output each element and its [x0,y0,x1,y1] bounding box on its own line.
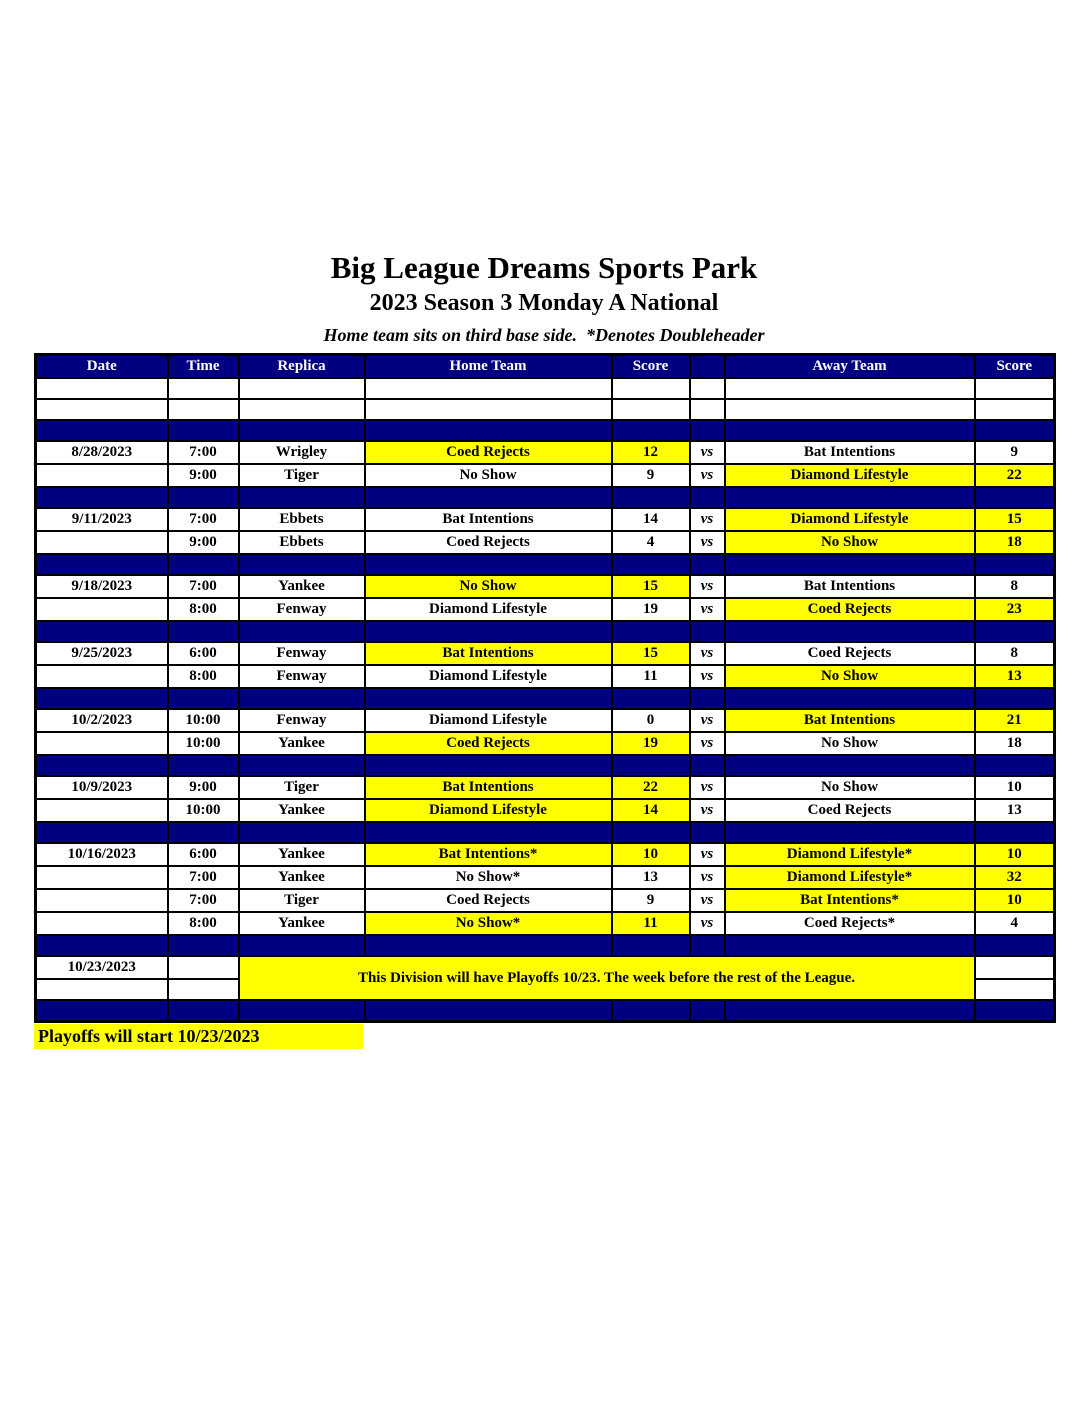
game-row [36,531,1055,554]
page-subtitle: 2023 Season 3 Monday A National [369,290,719,316]
separator-cell [975,822,1055,843]
separator-cell [168,935,239,956]
separator-cell [239,688,365,709]
separator-cell [975,688,1055,709]
separator-cell [168,1000,239,1021]
replica-cell: Yankee [239,575,365,598]
separator-cell [725,1000,975,1021]
date-cell: 10/9/2023 [36,776,168,799]
home-score-cell: 19 [612,598,690,621]
vs-cell: vs [690,799,725,822]
home-team-note: Home team sits on third base side. *Denotes Doubleheader [323,325,765,345]
separator-cell [168,554,239,575]
separator-cell [36,935,168,956]
separator-cell [975,487,1055,508]
game-row [36,665,1055,688]
game-row [36,799,1055,822]
separator-cell [612,755,690,776]
blank-row [36,378,1055,399]
separator-cell [36,621,168,642]
away-team-cell: Diamond Lifestyle [725,464,975,487]
away-team-cell: No Show [725,732,975,755]
home-team-cell: Diamond Lifestyle [365,598,612,621]
separator-cell [36,487,168,508]
blank-cell [975,399,1055,420]
page-title: Big League Dreams Sports Park [330,250,758,285]
blank-cell [690,399,725,420]
home-score-cell: 9 [612,889,690,912]
date-cell: 10/23/2023 [36,956,168,979]
home-team-cell: Coed Rejects [365,732,612,755]
separator-cell [975,420,1055,441]
vs-cell: vs [690,642,725,665]
time-cell: 9:00 [168,464,239,487]
replica-cell: Tiger [239,776,365,799]
home-team-cell: Bat Intentions [365,642,612,665]
separator-cell [725,822,975,843]
time-cell: 6:00 [168,843,239,866]
date-cell [36,866,168,889]
date-cell [36,464,168,487]
separator-cell [365,1000,612,1021]
home-team-cell: Coed Rejects [365,889,612,912]
separator-cell [365,621,612,642]
separator-cell [690,420,725,441]
vs-cell: vs [690,441,725,464]
separator-cell [975,1000,1055,1021]
separator-cell [168,487,239,508]
column-header-replica: Replica [239,355,365,379]
vs-cell: vs [690,709,725,732]
separator-cell [690,688,725,709]
separator-cell [168,420,239,441]
home-score-cell: 13 [612,866,690,889]
away-score-cell: 10 [975,776,1055,799]
separator-cell [612,822,690,843]
home-team-cell: Diamond Lifestyle [365,799,612,822]
replica-cell: Yankee [239,912,365,935]
vs-cell: vs [690,665,725,688]
separator-row [36,420,1055,441]
home-score-cell: 14 [612,799,690,822]
away-score-cell: 18 [975,531,1055,554]
separator-cell [239,1000,365,1021]
away-score-cell: 10 [975,843,1055,866]
separator-cell [725,487,975,508]
replica-cell: Fenway [239,642,365,665]
home-score-cell: 9 [612,464,690,487]
date-cell [36,912,168,935]
time-cell: 8:00 [168,665,239,688]
separator-cell [975,621,1055,642]
separator-cell [612,1000,690,1021]
time-cell: 7:00 [168,889,239,912]
date-cell [36,665,168,688]
home-score-cell: 19 [612,732,690,755]
schedule-table [34,353,1056,1023]
separator-cell [239,935,365,956]
home-score-cell: 4 [612,531,690,554]
blank-cell [725,399,975,420]
blank-cell [725,378,975,399]
date-cell [36,598,168,621]
separator-cell [36,1000,168,1021]
separator-cell [690,554,725,575]
away-score-cell: 10 [975,889,1055,912]
separator-cell [690,935,725,956]
away-team-cell: Diamond Lifestyle* [725,843,975,866]
vs-cell: vs [690,531,725,554]
away-score-cell: 13 [975,799,1055,822]
home-score-cell: 14 [612,508,690,531]
home-team-cell: Bat Intentions [365,776,612,799]
away-team-cell: Bat Intentions [725,709,975,732]
away-score-cell [975,979,1055,1000]
separator-cell [975,935,1055,956]
blank-cell [612,399,690,420]
date-cell: 9/18/2023 [36,575,168,598]
separator-cell [168,621,239,642]
header-row [36,355,1055,379]
separator-cell [725,554,975,575]
replica-cell: Ebbets [239,531,365,554]
separator-cell [612,621,690,642]
time-cell: 8:00 [168,598,239,621]
away-team-cell: Bat Intentions* [725,889,975,912]
away-team-cell: No Show [725,665,975,688]
away-score-cell: 4 [975,912,1055,935]
separator-row [36,935,1055,956]
away-score-cell [975,956,1055,979]
game-row [36,843,1055,866]
blank-cell [239,399,365,420]
game-row [36,866,1055,889]
blank-row [36,399,1055,420]
vs-cell: vs [690,598,725,621]
time-cell: 7:00 [168,508,239,531]
date-cell: 10/16/2023 [36,843,168,866]
time-cell: 9:00 [168,531,239,554]
separator-row [36,688,1055,709]
away-team-cell: Diamond Lifestyle* [725,866,975,889]
separator-cell [725,621,975,642]
separator-row [36,1000,1055,1021]
away-score-cell: 18 [975,732,1055,755]
vs-cell: vs [690,889,725,912]
separator-cell [36,420,168,441]
replica-cell: Fenway [239,709,365,732]
separator-cell [365,688,612,709]
column-header-score: Score [975,355,1055,379]
away-team-cell: Bat Intentions [725,575,975,598]
home-team-cell: Diamond Lifestyle [365,709,612,732]
separator-row [36,621,1055,642]
game-row [36,598,1055,621]
time-cell: 9:00 [168,776,239,799]
separator-row [36,822,1055,843]
game-row [36,642,1055,665]
away-team-cell: No Show [725,776,975,799]
game-row [36,464,1055,487]
separator-cell [612,420,690,441]
home-score-cell: 11 [612,912,690,935]
away-score-cell: 8 [975,642,1055,665]
separator-cell [239,621,365,642]
separator-cell [239,822,365,843]
home-team-cell: No Show [365,464,612,487]
date-cell [36,531,168,554]
game-row [36,575,1055,598]
vs-cell: vs [690,912,725,935]
separator-cell [612,554,690,575]
separator-cell [36,755,168,776]
vs-cell: vs [690,843,725,866]
replica-cell: Tiger [239,889,365,912]
replica-cell: Yankee [239,732,365,755]
away-score-cell: 15 [975,508,1055,531]
date-cell: 8/28/2023 [36,441,168,464]
away-team-cell: Coed Rejects* [725,912,975,935]
separator-cell [239,420,365,441]
separator-cell [690,621,725,642]
separator-cell [168,822,239,843]
game-row [36,889,1055,912]
blank-cell [365,399,612,420]
separator-cell [365,487,612,508]
home-team-cell: Bat Intentions* [365,843,612,866]
playoff-row [36,956,1055,979]
separator-row [36,554,1055,575]
separator-cell [168,688,239,709]
home-team-cell: Bat Intentions [365,508,612,531]
time-cell: 7:00 [168,575,239,598]
separator-cell [725,420,975,441]
home-team-cell: Coed Rejects [365,531,612,554]
date-cell [36,799,168,822]
date-cell: 9/25/2023 [36,642,168,665]
home-team-cell: No Show [365,575,612,598]
separator-cell [36,688,168,709]
separator-cell [612,688,690,709]
column-header-time: Time [168,355,239,379]
game-row [36,912,1055,935]
home-score-cell: 10 [612,843,690,866]
separator-row [36,755,1055,776]
blank-cell [36,378,168,399]
playoff-note-cell: This Division will have Playoffs 10/23. The week before the rest of the League. [239,956,975,1000]
separator-cell [239,755,365,776]
away-team-cell: Coed Rejects [725,799,975,822]
separator-cell [690,822,725,843]
separator-cell [690,487,725,508]
replica-cell: Tiger [239,464,365,487]
home-score-cell: 12 [612,441,690,464]
blank-cell [168,378,239,399]
game-row [36,441,1055,464]
home-score-cell: 0 [612,709,690,732]
column-header-away-team: Away Team [725,355,975,379]
blank-cell [690,378,725,399]
away-team-cell: Diamond Lifestyle [725,508,975,531]
home-score-cell: 11 [612,665,690,688]
column-header-home-team: Home Team [365,355,612,379]
separator-cell [365,935,612,956]
away-score-cell: 32 [975,866,1055,889]
date-cell [36,889,168,912]
blank-cell [612,378,690,399]
separator-cell [725,935,975,956]
time-cell: 10:00 [168,709,239,732]
date-cell [36,979,168,1000]
date-cell [36,732,168,755]
blank-cell [975,378,1055,399]
separator-cell [725,755,975,776]
time-cell: 6:00 [168,642,239,665]
separator-row [36,487,1055,508]
game-row [36,776,1055,799]
away-score-cell: 8 [975,575,1055,598]
vs-cell: vs [690,508,725,531]
separator-cell [239,554,365,575]
column-header-vs [690,355,725,379]
date-cell: 10/2/2023 [36,709,168,732]
separator-cell [168,755,239,776]
separator-cell [975,554,1055,575]
time-cell: 10:00 [168,799,239,822]
schedule-body [36,378,1055,1021]
time-cell [168,956,239,979]
home-team-cell: Diamond Lifestyle [365,665,612,688]
separator-cell [36,822,168,843]
vs-cell: vs [690,776,725,799]
playoffs-footer: Playoffs will start 10/23/2023 [34,1024,363,1049]
separator-cell [725,688,975,709]
home-team-cell: Coed Rejects [365,441,612,464]
home-team-cell: No Show* [365,912,612,935]
blank-cell [36,399,168,420]
home-team-cell: No Show* [365,866,612,889]
home-score-cell: 15 [612,642,690,665]
vs-cell: vs [690,575,725,598]
separator-cell [365,755,612,776]
replica-cell: Yankee [239,843,365,866]
separator-cell [239,487,365,508]
away-score-cell: 13 [975,665,1055,688]
replica-cell: Fenway [239,598,365,621]
separator-cell [36,554,168,575]
replica-cell: Fenway [239,665,365,688]
blank-cell [168,399,239,420]
separator-cell [365,420,612,441]
home-score-cell: 15 [612,575,690,598]
vs-cell: vs [690,464,725,487]
away-team-cell: No Show [725,531,975,554]
separator-cell [612,935,690,956]
away-score-cell: 21 [975,709,1055,732]
replica-cell: Yankee [239,866,365,889]
replica-cell: Ebbets [239,508,365,531]
column-header-date: Date [36,355,168,379]
blank-cell [239,378,365,399]
vs-cell: vs [690,866,725,889]
time-cell: 7:00 [168,441,239,464]
time-cell: 7:00 [168,866,239,889]
time-cell [168,979,239,1000]
away-score-cell: 9 [975,441,1055,464]
separator-cell [690,1000,725,1021]
time-cell: 10:00 [168,732,239,755]
game-row [36,508,1055,531]
separator-cell [975,755,1055,776]
away-team-cell: Coed Rejects [725,598,975,621]
blank-cell [365,378,612,399]
replica-cell: Wrigley [239,441,365,464]
away-score-cell: 23 [975,598,1055,621]
game-row [36,732,1055,755]
date-cell: 9/11/2023 [36,508,168,531]
away-team-cell: Coed Rejects [725,642,975,665]
away-team-cell: Bat Intentions [725,441,975,464]
home-score-cell: 22 [612,776,690,799]
replica-cell: Yankee [239,799,365,822]
time-cell: 8:00 [168,912,239,935]
separator-cell [612,487,690,508]
away-score-cell: 22 [975,464,1055,487]
game-row [36,709,1055,732]
column-header-score: Score [612,355,690,379]
separator-cell [365,554,612,575]
separator-cell [365,822,612,843]
separator-cell [690,755,725,776]
vs-cell: vs [690,732,725,755]
